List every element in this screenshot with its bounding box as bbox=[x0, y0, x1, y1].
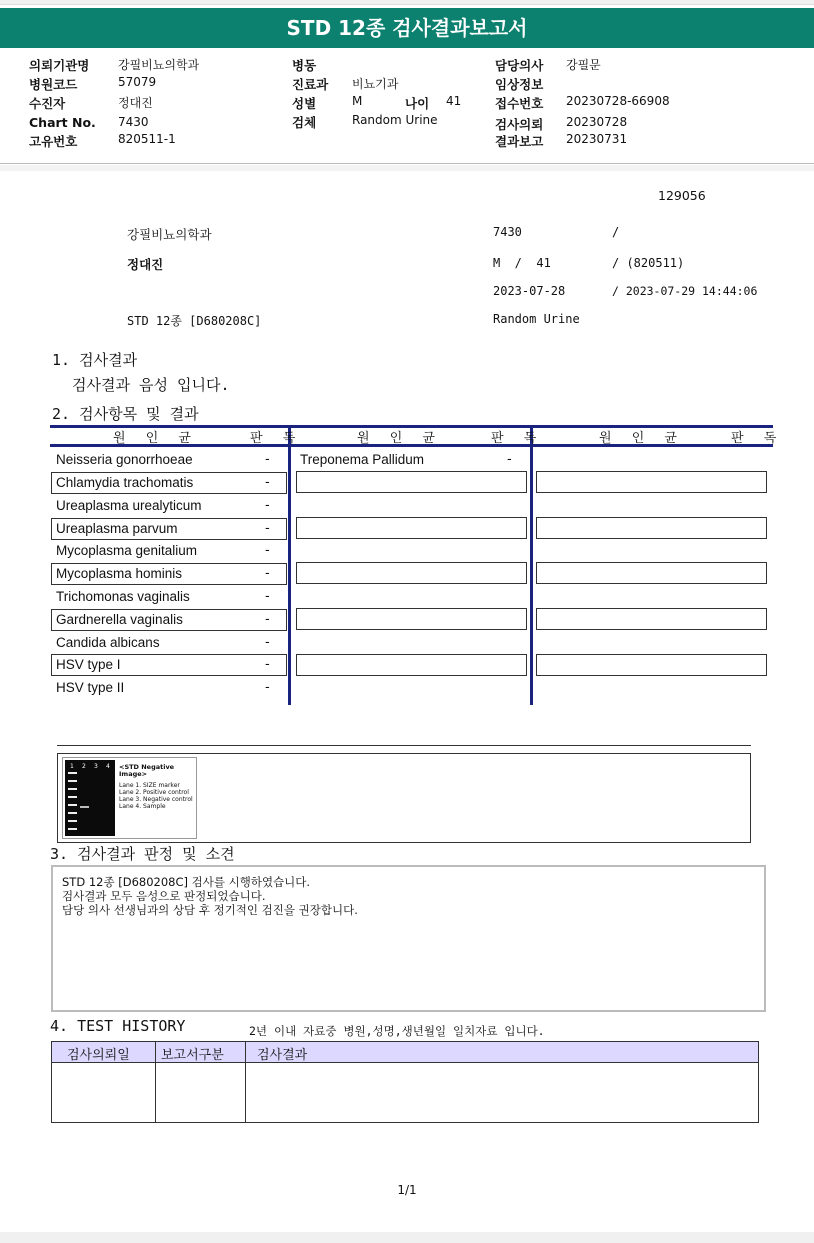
gel-band bbox=[68, 812, 77, 814]
request-date-label: 검사의뢰 bbox=[495, 117, 544, 132]
header-result-2: 판 독 bbox=[491, 431, 545, 446]
opinion-line: STD 12종 [D680208C] 검사를 시행하였습니다. bbox=[62, 875, 311, 889]
header-result-1: 판 독 bbox=[250, 431, 304, 446]
organism-hsv-1: HSV type I bbox=[56, 657, 121, 672]
table-divider-1 bbox=[288, 425, 291, 705]
gel-band bbox=[68, 804, 77, 806]
opinion-line: 담당 의사 선생님과의 상담 후 정기적인 검진을 권장합니다. bbox=[62, 903, 358, 917]
table-row-box bbox=[536, 517, 767, 539]
gel-band bbox=[68, 772, 77, 774]
unique-no-label: 고유번호 bbox=[29, 134, 78, 149]
sex-label: 성별 bbox=[292, 96, 317, 111]
history-col-divider bbox=[155, 1042, 156, 1122]
organism-neisseria: Neisseria gonorrhoeae bbox=[56, 452, 193, 467]
organism-ureaplasma-urealyticum: Ureaplasma urealyticum bbox=[56, 498, 202, 513]
result-chlamydia: - bbox=[265, 475, 270, 490]
gel-band bbox=[68, 820, 77, 822]
gel-caption-line: Lane 1. SIZE marker bbox=[119, 782, 180, 789]
age-label: 나이 bbox=[405, 96, 430, 111]
history-header-report-type: 보고서구분 bbox=[161, 1048, 224, 1063]
summary-slash: / bbox=[612, 225, 620, 239]
table-row-box bbox=[536, 562, 767, 584]
result-ureaplasma-urealyticum: - bbox=[265, 498, 270, 513]
summary-hospital: 강필비뇨의학과 bbox=[127, 227, 212, 242]
table-divider-2 bbox=[530, 425, 533, 705]
table-row-box bbox=[536, 608, 767, 630]
organism-mycoplasma-genitalium: Mycoplasma genitalium bbox=[56, 543, 198, 558]
sex-value: M bbox=[352, 94, 363, 108]
history-col-divider bbox=[245, 1042, 246, 1122]
specimen-label: 검체 bbox=[292, 115, 317, 130]
receipt-no-label: 접수번호 bbox=[495, 96, 544, 111]
bottom-strip bbox=[0, 1232, 814, 1243]
summary-chart: 7430 bbox=[493, 225, 522, 239]
table-row-box bbox=[296, 517, 527, 539]
header-result-3: 판 독 bbox=[731, 431, 785, 446]
divider-strip bbox=[0, 165, 814, 171]
result-hsv-2: - bbox=[265, 680, 270, 695]
history-header-result: 검사결과 bbox=[257, 1048, 308, 1063]
gel-caption-title: <STD Negative Image> bbox=[119, 763, 175, 778]
department-label: 진료과 bbox=[292, 77, 329, 92]
summary-dob: / (820511) bbox=[612, 256, 685, 270]
report-date-value: 20230731 bbox=[566, 132, 628, 146]
gel-photo bbox=[65, 760, 115, 836]
gel-band bbox=[68, 788, 77, 790]
organism-candida: Candida albicans bbox=[56, 635, 160, 650]
header-organism-3: 원 인 균 bbox=[599, 431, 685, 446]
doctor-value: 강필문 bbox=[566, 58, 601, 72]
table-row-box bbox=[296, 562, 527, 584]
section-1-title: 1. 검사결과 bbox=[52, 351, 138, 369]
history-table bbox=[51, 1041, 759, 1123]
opinion-line: 검사결과 모두 음성으로 판정되었습니다. bbox=[62, 889, 266, 903]
gel-caption-line: Lane 3. Negative control bbox=[119, 796, 193, 803]
receipt-no-value: 20230728-66908 bbox=[566, 94, 670, 108]
summary-specimen: Random Urine bbox=[493, 312, 580, 326]
hospital-code-value: 57079 bbox=[118, 75, 157, 89]
chart-no-label: Chart No. bbox=[29, 115, 96, 130]
lane-number: 3 bbox=[94, 763, 98, 770]
gel-band bbox=[68, 780, 77, 782]
history-header-request-date: 검사의뢰일 bbox=[67, 1048, 130, 1063]
summary-sex-age: M / 41 bbox=[493, 256, 551, 270]
organism-chlamydia: Chlamydia trachomatis bbox=[56, 475, 194, 490]
doctor-label: 담당의사 bbox=[495, 58, 544, 73]
result-gardnerella: - bbox=[265, 612, 270, 627]
history-note: 2년 이내 자료중 병원,성명,생년월일 일치자료 입니다. bbox=[249, 1024, 545, 1038]
gel-band bbox=[80, 806, 89, 808]
result-hsv-1: - bbox=[265, 657, 270, 672]
result-candida: - bbox=[265, 635, 270, 650]
header-organism-1: 원 인 균 bbox=[113, 431, 199, 446]
section-1-text: 검사결과 음성 입니다. bbox=[72, 376, 230, 394]
organism-trichomonas: Trichomonas vaginalis bbox=[56, 589, 190, 604]
report-title: STD 12종 검사결과보고서 bbox=[0, 8, 814, 48]
header-organism-2: 원 인 균 bbox=[357, 431, 443, 446]
patient-header bbox=[0, 52, 814, 164]
age-value: 41 bbox=[446, 94, 462, 108]
gel-caption bbox=[119, 764, 196, 810]
section-4-title: 4. TEST HISTORY bbox=[50, 1017, 186, 1035]
gel-top-rule bbox=[57, 745, 751, 746]
result-trichomonas: - bbox=[265, 589, 270, 604]
summary-patient: 정대진 bbox=[127, 257, 164, 272]
organism-gardnerella: Gardnerella vaginalis bbox=[56, 612, 183, 627]
organism-ureaplasma-parvum: Ureaplasma parvum bbox=[56, 521, 178, 536]
table-row-box bbox=[536, 471, 767, 493]
section-2-title: 2. 검사항목 및 결과 bbox=[52, 405, 199, 423]
clinical-info-label: 임상정보 bbox=[495, 77, 544, 92]
table-row-box bbox=[296, 471, 527, 493]
summary-receive-date: 2023-07-28 bbox=[493, 284, 566, 298]
patient-value: 정대진 bbox=[118, 96, 153, 110]
section-3-title: 3. 검사결과 판정 및 소견 bbox=[50, 845, 235, 863]
report-code: 129056 bbox=[658, 188, 706, 203]
gel-band bbox=[68, 796, 77, 798]
result-mycoplasma-hominis: - bbox=[265, 566, 270, 581]
table-row-box bbox=[296, 608, 527, 630]
organism-mycoplasma-hominis: Mycoplasma hominis bbox=[56, 566, 183, 581]
result-treponema: - bbox=[507, 452, 512, 467]
gel-band bbox=[68, 828, 77, 830]
top-strip bbox=[0, 0, 814, 5]
specimen-value: Random Urine bbox=[352, 113, 438, 127]
ward-label: 병동 bbox=[292, 58, 317, 73]
request-date-value: 20230728 bbox=[566, 115, 628, 129]
chart-no-value: 7430 bbox=[118, 115, 149, 129]
history-table-header bbox=[52, 1042, 758, 1063]
hospital-name-value: 강필비뇨의학과 bbox=[118, 58, 200, 72]
page-number: 1/1 bbox=[397, 1183, 417, 1197]
table-row-box bbox=[536, 654, 767, 676]
lane-number: 2 bbox=[82, 763, 86, 770]
gel-caption-line: Lane 2. Positive control bbox=[119, 789, 189, 796]
lane-number: 4 bbox=[106, 763, 110, 770]
gel-caption-line: Lane 4. Sample bbox=[119, 803, 166, 810]
department-value: 비뇨기과 bbox=[352, 77, 399, 91]
result-mycoplasma-genitalium: - bbox=[265, 543, 270, 558]
organism-hsv-2: HSV type II bbox=[56, 680, 125, 695]
hospital-code-label: 병원코드 bbox=[29, 77, 78, 92]
unique-no-value: 820511-1 bbox=[118, 132, 176, 146]
hospital-name-label: 의뢰기관명 bbox=[29, 58, 90, 73]
organism-treponema: Treponema Pallidum bbox=[300, 452, 425, 467]
patient-label: 수진자 bbox=[29, 96, 66, 111]
result-neisseria: - bbox=[265, 452, 270, 467]
lane-number: 1 bbox=[70, 763, 74, 770]
table-row-box bbox=[296, 654, 527, 676]
report-date-label: 결과보고 bbox=[495, 134, 544, 149]
summary-test-name: STD 12종 [D680208C] bbox=[127, 314, 262, 328]
opinion-box bbox=[51, 865, 766, 1012]
result-ureaplasma-parvum: - bbox=[265, 521, 270, 536]
summary-report-datetime: / 2023-07-29 14:44:06 bbox=[612, 284, 758, 298]
gel-electrophoresis-image bbox=[62, 757, 197, 839]
